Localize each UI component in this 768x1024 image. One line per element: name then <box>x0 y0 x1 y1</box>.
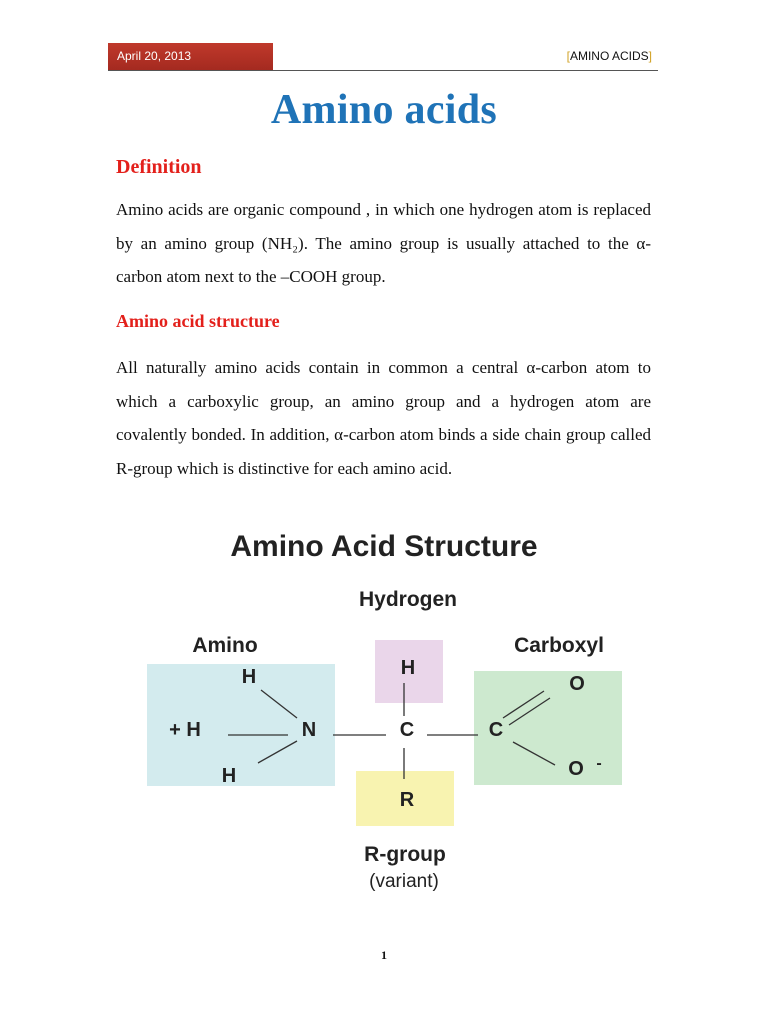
page-number: 1 <box>381 948 387 962</box>
hydrogen-label: Hydrogen <box>358 588 458 611</box>
atom-carboxyl-o-top: O <box>569 673 585 695</box>
header-tag-open: [ <box>566 49 570 63</box>
rgroup-label: R-group <box>364 843 446 866</box>
atom-amino-plus-h: + H <box>169 719 201 741</box>
atom-amino-n: N <box>301 719 317 741</box>
atom-carboxyl-c: C <box>488 719 504 741</box>
atom-central-c: C <box>399 719 415 741</box>
header-tag-close: ] <box>648 49 652 63</box>
atom-charge: - <box>596 755 602 772</box>
atom-central-h: H <box>400 657 416 679</box>
structure-heading: Amino acid structure <box>116 311 280 331</box>
header-tag-text: AMINO ACIDS <box>569 49 649 63</box>
atom-r: R <box>399 789 415 811</box>
carboxyl-label: Carboxyl <box>514 634 604 657</box>
variant-label: (variant) <box>369 871 439 892</box>
atom-carboxyl-o-bottom: O <box>568 758 584 780</box>
diagram-title: Amino Acid Structure <box>230 530 538 563</box>
definition-heading: Definition <box>116 156 202 178</box>
amino-label: Amino <box>192 634 258 657</box>
page-title: Amino acids <box>270 87 498 133</box>
atom-amino-h-top: H <box>241 666 257 688</box>
header-date: April 20, 2013 <box>108 43 273 70</box>
structure-paragraph: All naturally amino acids contain in common a central α-carbon atom to which a carboxylic group, an amino group and a hydrogen atom are covalently bonded. In addition, α-carbon atom binds a side chain group called R-group which is distinctive for each amino acid. <box>116 358 651 478</box>
definition-paragraph: Amino acids are organic compound , in which one hydrogen atom is replaced by an amino group (NH₂). The amino group is usually attached to the α-carbon atom next to the –COOH group. <box>116 200 651 286</box>
atom-amino-h-bottom: H <box>221 765 237 787</box>
